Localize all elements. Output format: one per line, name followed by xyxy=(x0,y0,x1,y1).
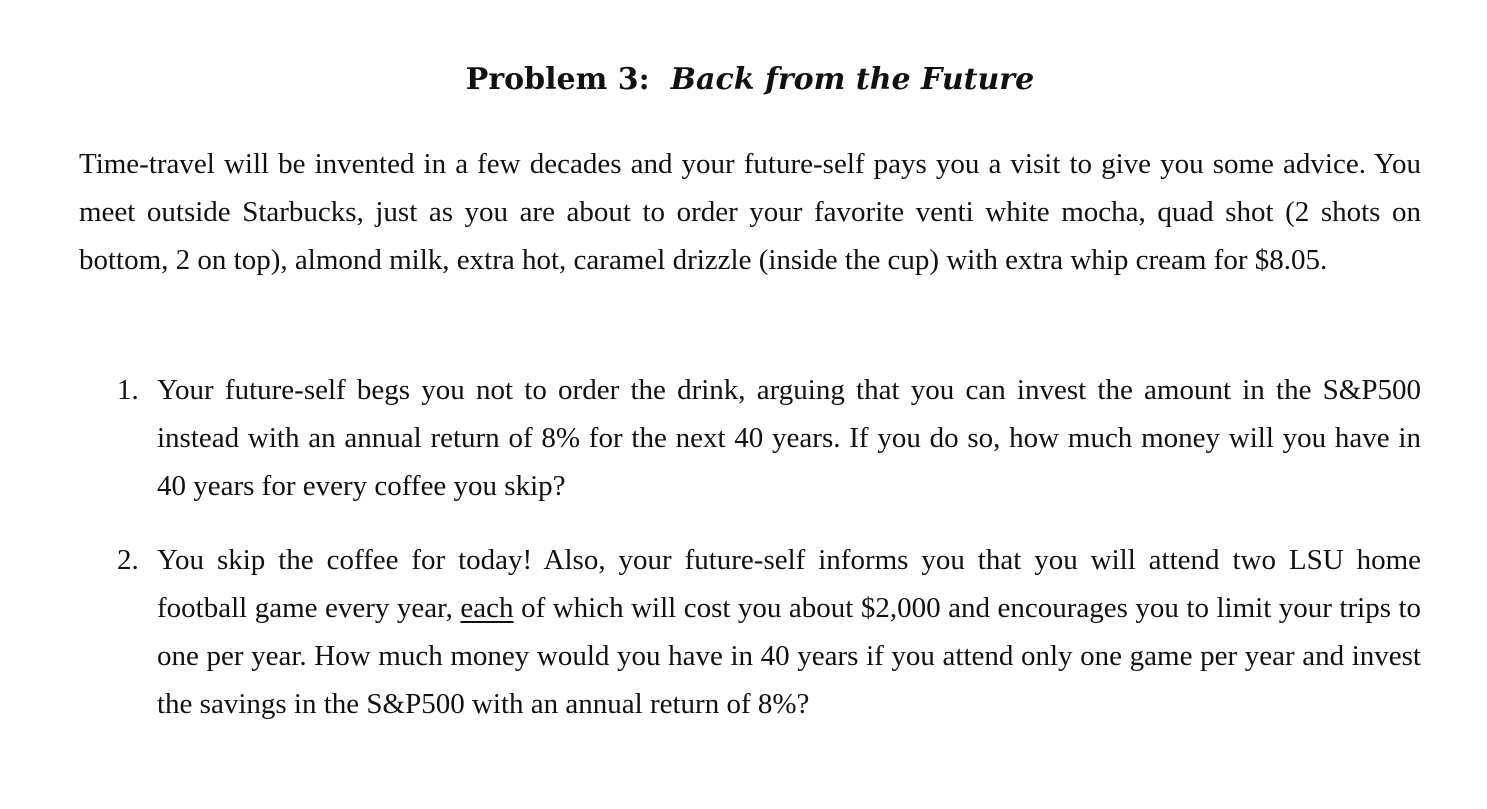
question-number: 1. xyxy=(117,374,139,406)
question-text xyxy=(157,536,1421,728)
question-text: Your future-self begs you not to order the drink, arguing that you can invest the amount in the S&P500 instead with an annual return of 8% for the next 40 years. If you do so, how much money will you have in 40 years for every coffee you skip? xyxy=(157,374,1421,502)
problem-label: Problem 3: xyxy=(465,62,650,97)
problem-title xyxy=(0,56,1487,104)
intro-paragraph: Time-travel will be invented in a few decades and your future-self pays you a visit to give you some advice. You meet outside Starbucks, just as you are about to order your favorite venti white mocha, quad shot (2 shots on bottom, 2 on top), almond milk, extra hot, caramel drizzle (inside the cup) with extra whip cream for $8.05. xyxy=(79,148,1421,276)
emphasized-word: each xyxy=(460,592,514,624)
question-item-1 xyxy=(79,366,1421,510)
question-text-after: of which will cost you about $2,000 and encourages you to limit your trips to one per year. How much money would you have in 40 years if you attend only one game per year and invest the savings in the S&P500 with an annual return of 8%? xyxy=(157,592,1422,720)
problem-subtitle: Back from the Future xyxy=(670,62,1035,97)
question-text-before: You skip the coffee for today! Also, your future-self informs you that you will attend two LSU home football game every year, xyxy=(157,544,1421,624)
question-item-2 xyxy=(79,536,1421,728)
question-number: 2. xyxy=(117,544,139,576)
